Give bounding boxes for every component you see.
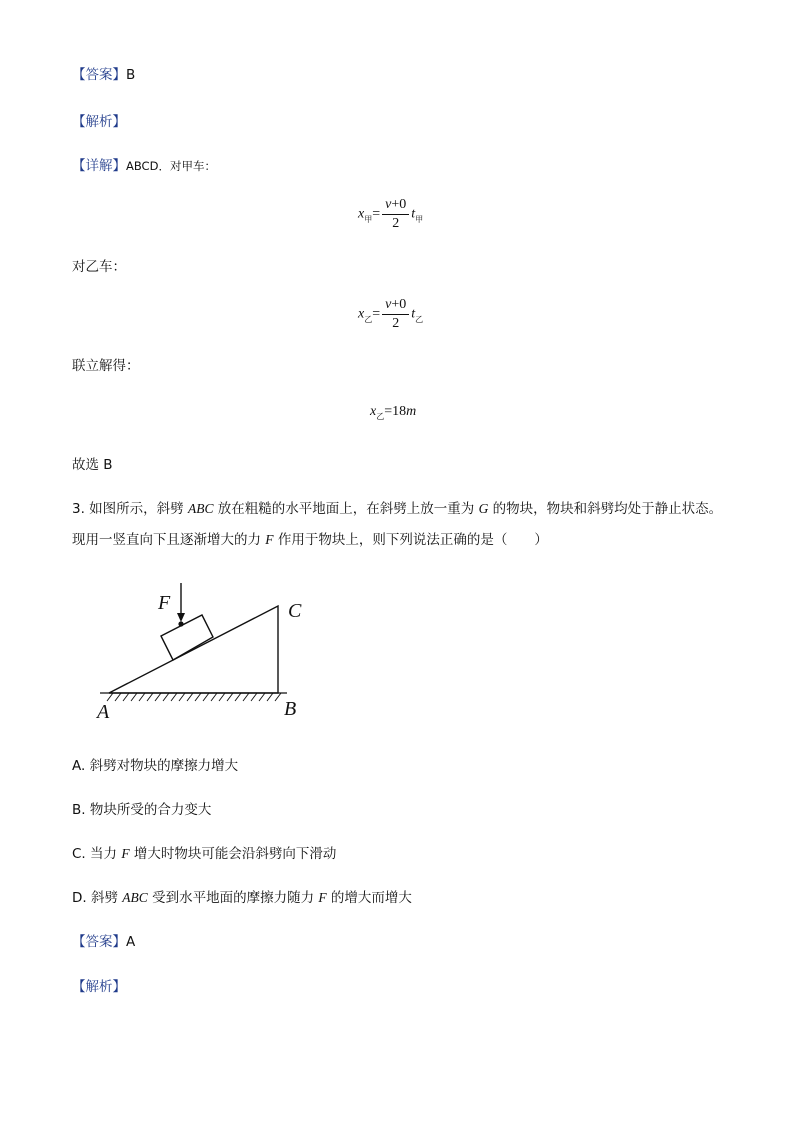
eq1-fraction (382, 197, 409, 232)
eq3-x: x (370, 404, 377, 419)
eq3-value: =18 (384, 404, 407, 419)
label-B: B (284, 698, 297, 720)
incline-figure (95, 575, 325, 725)
eq1-equals: = (372, 206, 381, 222)
ground-hatching (107, 693, 281, 701)
eq1-num-v: v (385, 197, 392, 212)
option-d (72, 889, 412, 907)
option-c-text-a: C. 当力 (72, 846, 122, 862)
eq1-x-sub: 甲 (364, 214, 373, 224)
option-a-text: A. 斜劈对物块的摩擦力增大 (72, 758, 239, 774)
force-point (178, 621, 183, 626)
eq2-num-rest: +0 (391, 297, 407, 312)
eq2-den: 2 (392, 316, 400, 331)
yi-intro-line (72, 258, 126, 276)
detail-label: 【详解】 (72, 158, 126, 174)
analysis-label: 【解析】 (72, 114, 126, 130)
analysis-label-2: 【解析】 (72, 979, 126, 995)
option-d-text-a: D. 斜劈 (72, 890, 123, 906)
option-d-abc: ABC (122, 890, 148, 905)
solve-intro-text: 联立解得： (72, 358, 140, 374)
q3-text-c: 的物块，物块和斜劈均处于静止状态。 (488, 501, 723, 517)
option-c-f: F (121, 846, 130, 861)
answer-value: B (126, 67, 136, 83)
choose-text: 故选 B (72, 457, 113, 473)
yi-intro-text: 对乙车： (72, 259, 126, 275)
eq1-x: x (358, 206, 365, 222)
q3-g: G (478, 501, 489, 516)
detail-line (72, 157, 216, 175)
question3-line2 (72, 531, 548, 549)
label-A: A (97, 701, 110, 723)
option-a (72, 757, 238, 775)
eq3-unit: m (406, 404, 417, 419)
eq3-x-sub: 乙 (376, 412, 385, 421)
eq2-num-v: v (385, 297, 392, 312)
eq2-equals: = (372, 306, 381, 322)
eq2-t-sub: 乙 (415, 314, 424, 324)
q3-text-a: 3. 如图所示，斜劈 (72, 501, 188, 517)
force-arrow-head (177, 613, 185, 622)
detail-text: ABCD．对甲车： (126, 159, 216, 173)
analysis-line-1 (72, 113, 126, 131)
option-d-text-c: 的增大而增大 (326, 890, 412, 906)
eq1-num-rest: +0 (391, 197, 407, 212)
q3-abc: ABC (187, 501, 214, 516)
option-d-f: F (318, 890, 327, 905)
option-b (72, 801, 211, 819)
eq1-t-sub: 甲 (415, 214, 424, 224)
equation-jia (358, 197, 423, 232)
equation-result (370, 404, 416, 420)
eq2-x: x (358, 306, 365, 322)
option-b-text: B. 物块所受的合力变大 (72, 802, 212, 818)
eq2-x-sub: 乙 (364, 314, 373, 324)
answer-label: 【答案】 (72, 67, 126, 83)
answer-label-2: 【答案】 (72, 934, 126, 950)
label-C: C (288, 600, 302, 622)
eq1-den: 2 (392, 216, 400, 231)
equation-yi (358, 297, 423, 332)
analysis-line-2 (72, 978, 126, 996)
solve-intro-line (72, 357, 140, 375)
label-F: F (158, 592, 171, 614)
option-c (72, 845, 336, 863)
eq2-t: t (411, 306, 416, 322)
eq2-fraction (382, 297, 409, 332)
option-c-text-b: 增大时物块可能会沿斜劈向下滑动 (129, 846, 337, 862)
q3-text-d: 现用一竖直向下且逐渐增大的力 (72, 532, 266, 548)
answer-line-1 (72, 66, 135, 84)
q3-text-e: 作用于物块上，则下列说法正确的是（ ） (273, 532, 548, 548)
answer-line-2 (72, 933, 135, 951)
eq1-t: t (411, 206, 416, 222)
question3-line1 (72, 500, 722, 518)
option-d-text-b: 受到水平地面的摩擦力随力 (147, 890, 319, 906)
q3-f: F (265, 532, 274, 547)
answer-value-2: A (126, 934, 136, 950)
choose-line (72, 456, 113, 474)
q3-text-b: 放在粗糙的水平地面上，在斜劈上放一重为 (213, 501, 479, 517)
